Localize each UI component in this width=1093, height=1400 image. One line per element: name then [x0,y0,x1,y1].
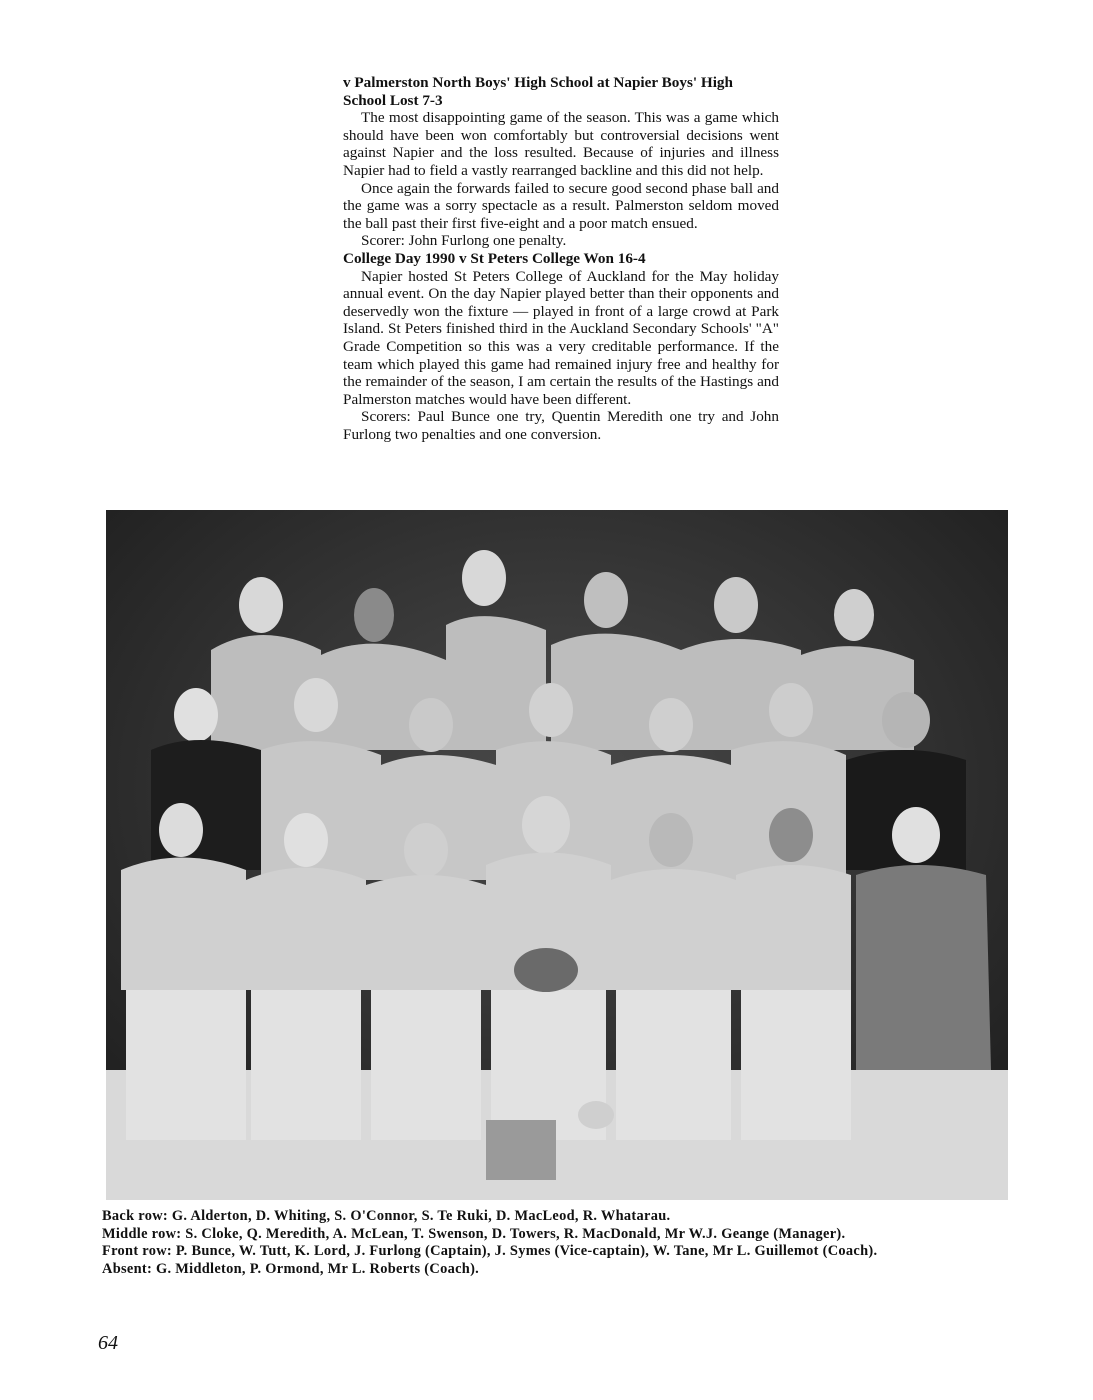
match-heading-college-day: College Day 1990 v St Peters College Won 16-4 [343,249,646,267]
page-number: 64 [98,1332,118,1354]
team-photo [106,510,1008,1200]
caption-back-row: Back row: G. Alderton, D. Whiting, S. O'Connor, S. Te Ruki, D. MacLeod, R. Whatarau. [102,1208,671,1224]
match2-scorers: Scorers: Paul Bunce one try, Quentin Meredith one try and John Furlong two penalties and one conversion. [343,408,779,443]
caption-absent: Absent: G. Middleton, P. Ormond, Mr L. Roberts (Coach). [102,1260,480,1277]
team-photo-illustration [106,510,1008,1200]
article-text [343,74,779,443]
match2-paragraph-1: Napier hosted St Peters College of Auckland for the May holiday annual event. On the day Napier played better than their opponents and deservedly won the fixture — played in front of a large crowd at Park Island. St Peters finished third in the Auckland Secondary Schools' "A" Grade Competition so this was a very creditable performance. If the team which played this game had remained injury free and healthy for the remainder of the season, I am certain the results of the Hastings and Palmerston matches would have been different. [343,267,779,408]
caption-front-row: Front row: P. Bunce, W. Tutt, K. Lord, J. Furlong (Captain), J. Symes (Vice-captain), W. Tane, Mr L. Guillemot (Coach). [102,1243,878,1260]
caption-middle-row: Middle row: S. Cloke, Q. Meredith, A. McLean, T. Swenson, D. Towers, R. MacDonald, Mr W.J. Geange (Manager). [102,1225,846,1242]
match1-paragraph-1: The most disappointing game of the season. This was a game which should have been won comfortably but controversial decisions went against Napier and the loss resulted. Because of injuries and illness Napier had to field a vastly rearranged backline and this did not help. [343,109,779,179]
match1-paragraph-2: Once again the forwards failed to secure good second phase ball and the game was a sorry spectacle as a result. Palmerston seldom moved the ball past their first five-eight and a poor match ensued. [343,179,779,232]
match-heading-palmerston: v Palmerston North Boys' High School at Napier Boys' High School Lost 7-3 [343,74,733,109]
photo-caption [102,1208,992,1278]
match1-scorers: Scorer: John Furlong one penalty. [361,232,567,250]
